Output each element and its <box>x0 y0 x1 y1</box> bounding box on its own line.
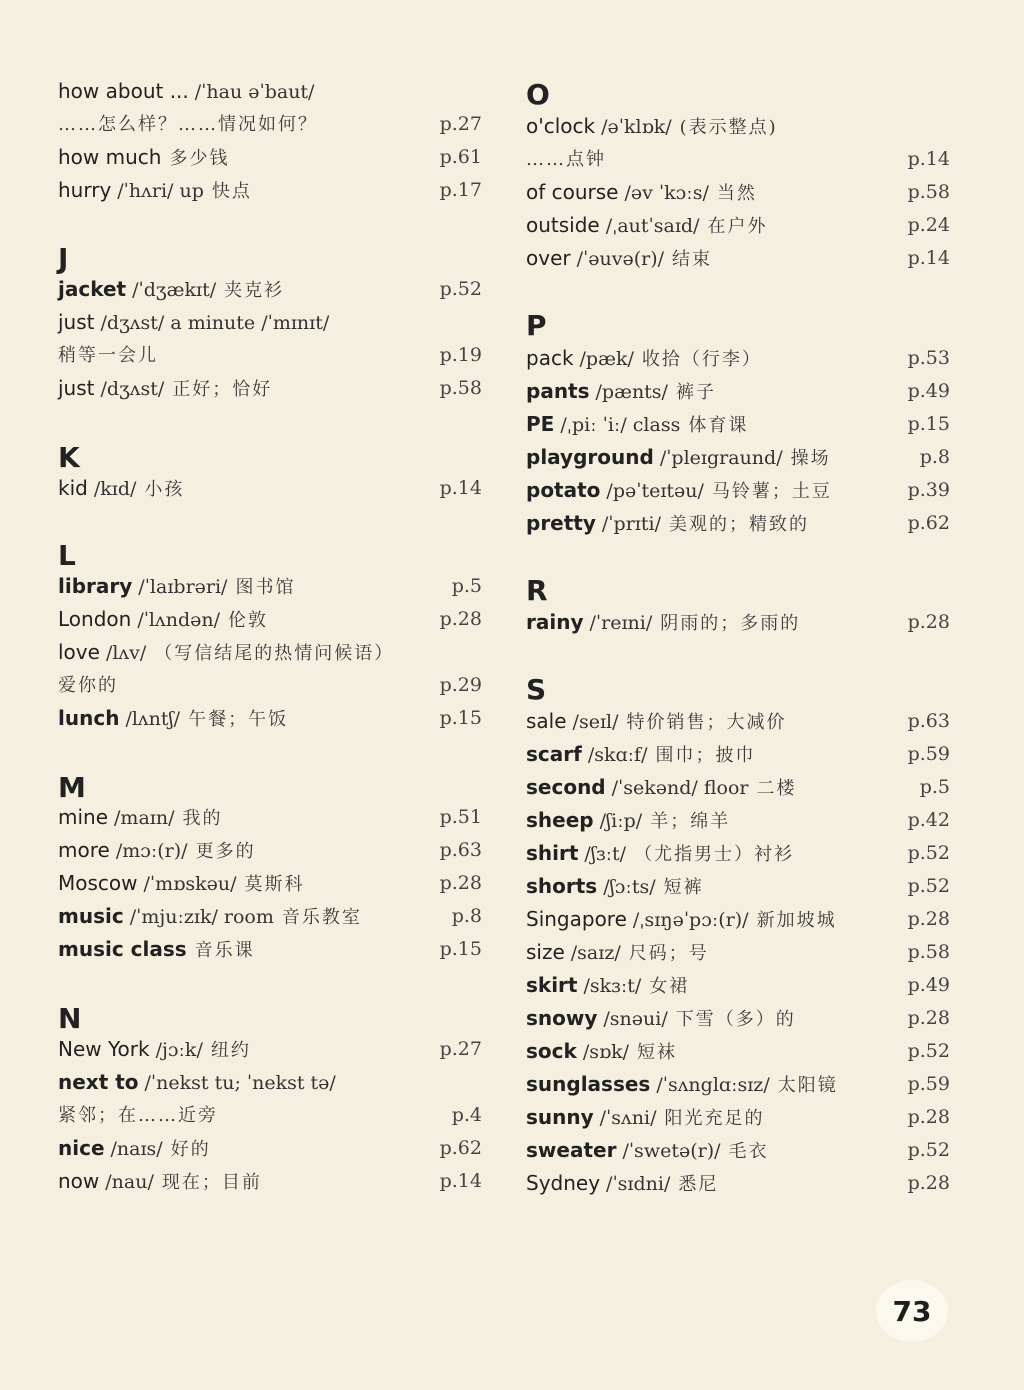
entry-word: pretty <box>526 511 596 535</box>
entry-phonetic: /snəui/ <box>603 1008 668 1030</box>
entry-phonetic: /ˌautˈsaɪd/ <box>605 215 700 237</box>
entry-chinese: 图书馆 <box>235 577 296 598</box>
entry-word: how about ... <box>58 79 189 103</box>
entry-page-ref: p.52 <box>907 1040 950 1062</box>
entry-phonetic: /pəˈteɪtəu/ <box>606 480 704 502</box>
entry-chinese: 多少钱 <box>169 148 230 169</box>
entry-word: shirt <box>526 841 579 865</box>
entry-word: how much <box>58 145 162 169</box>
entry-line <box>58 1033 482 1066</box>
entry-line <box>526 474 950 507</box>
entry-phonetic: /seɪl/ <box>572 711 619 733</box>
entry-word: sweater <box>526 1138 617 1162</box>
entry-phonetic: /pæk/ <box>579 348 634 370</box>
entry-line <box>526 1167 950 1200</box>
entry-line <box>58 75 482 108</box>
entry-line <box>58 472 482 505</box>
entry-page-ref: p.58 <box>439 377 482 399</box>
entry-phonetic: /ˈlaɪbrəri/ <box>138 576 228 598</box>
entry-chinese: 小孩 <box>144 479 185 500</box>
entry-page-ref: p.28 <box>439 608 482 630</box>
entry-word: PE <box>526 412 555 436</box>
entry-word: rainy <box>526 610 584 634</box>
entry-phonetic: /skɜːt/ <box>583 975 642 997</box>
entry-line <box>58 933 482 966</box>
entry-word: lunch <box>58 706 120 730</box>
entry-chinese: 午餐；午饭 <box>188 709 289 730</box>
entry-page-ref: p.15 <box>439 938 482 960</box>
entry-line <box>526 705 950 738</box>
entry-chinese: 毛衣 <box>728 1141 769 1162</box>
entry-page-ref: p.4 <box>451 1104 482 1126</box>
section-letter-n: N <box>58 1002 82 1035</box>
entry-line <box>58 1066 482 1099</box>
entry-chinese: 阴雨的；多雨的 <box>660 613 801 634</box>
entry-phonetic: /nau/ <box>105 1171 154 1193</box>
entry-word: sunny <box>526 1105 594 1129</box>
entry-line <box>526 1101 950 1134</box>
entry-line <box>526 507 950 540</box>
entry-page-ref: p.58 <box>907 181 950 203</box>
page-number: 73 <box>892 1294 932 1328</box>
entry-chinese: ……怎么样？……情况如何？ <box>58 114 318 135</box>
entry-chinese: 体育课 <box>688 415 749 436</box>
entry-chinese: 悉尼 <box>678 1174 719 1195</box>
entry-line <box>526 837 950 870</box>
entry-phonetic: /əˈklɒk/ <box>601 116 672 138</box>
entry-chinese: 紧邻；在……近旁 <box>58 1105 218 1126</box>
entry-line <box>58 306 482 339</box>
entry-word: Sydney <box>526 1171 601 1195</box>
entry-word: mine <box>58 805 109 829</box>
entry-word: love <box>58 640 100 664</box>
entry-word: hurry <box>58 178 112 202</box>
entry-word: Moscow <box>58 871 138 895</box>
entry-chinese: 好的 <box>170 1139 211 1160</box>
entry-page-ref: p.14 <box>439 1170 482 1192</box>
entry-chinese: （写信结尾的热情问候语） <box>154 643 395 664</box>
entry-phonetic: /pænts/ <box>595 381 668 403</box>
entry-line <box>58 603 482 636</box>
entry-line <box>526 176 950 209</box>
entry-page-ref: p.28 <box>907 1007 950 1029</box>
entry-line <box>58 1099 482 1132</box>
entry-phonetic: /ˈreɪni/ <box>589 612 653 634</box>
entry-phonetic: /lʌv/ <box>105 642 147 664</box>
entry-chinese: 收拾（行李） <box>641 349 762 370</box>
entry-page-ref: p.52 <box>907 1139 950 1161</box>
entry-chinese: 裤子 <box>675 382 716 403</box>
entry-line <box>58 570 482 603</box>
entry-line <box>526 870 950 903</box>
section-letter-l: L <box>58 539 76 572</box>
entry-word: of course <box>526 180 619 204</box>
entry-chinese: 二楼 <box>756 778 797 799</box>
entry-line <box>58 702 482 735</box>
entry-chinese: 尺码；号 <box>628 943 709 964</box>
page-number-badge <box>876 1280 948 1342</box>
entry-page-ref: p.15 <box>439 707 482 729</box>
entry-word: second <box>526 775 606 799</box>
entry-page-ref: p.5 <box>919 776 950 798</box>
entry-line <box>526 242 950 275</box>
entry-page-ref: p.14 <box>439 477 482 499</box>
entry-line <box>58 141 482 174</box>
entry-word: library <box>58 574 133 598</box>
entry-phonetic: /ˈsʌnglɑːsɪz/ <box>656 1074 770 1096</box>
entry-line <box>58 174 482 207</box>
entry-word: scarf <box>526 742 582 766</box>
entry-phonetic: /ˈdʒækɪt/ <box>132 279 217 301</box>
entry-page-ref: p.5 <box>451 575 482 597</box>
section-letter-r: R <box>526 574 548 607</box>
entry-page-ref: p.62 <box>439 1137 482 1159</box>
entry-word: sale <box>526 709 567 733</box>
entry-phonetic: /ˈsɪdni/ <box>606 1173 671 1195</box>
entry-page-ref: p.63 <box>439 839 482 861</box>
entry-page-ref: p.42 <box>907 809 950 831</box>
entry-word: kid <box>58 476 88 500</box>
entry-page-ref: p.49 <box>907 974 950 996</box>
entry-chinese: 操场 <box>790 448 831 469</box>
entry-line <box>58 1132 482 1165</box>
entry-page-ref: p.52 <box>907 875 950 897</box>
entry-page-ref: p.27 <box>439 113 482 135</box>
entry-phonetic: /mɔː(r)/ <box>115 840 188 862</box>
entry-word: skirt <box>526 973 578 997</box>
entry-line <box>58 867 482 900</box>
entry-phonetic: /saɪz/ <box>570 942 621 964</box>
entry-phonetic: /ʃɔːts/ <box>603 876 656 898</box>
entry-word: now <box>58 1169 100 1193</box>
entry-phonetic: /ˌpiː ˈiː/ class <box>560 414 681 436</box>
entry-word: nice <box>58 1136 105 1160</box>
entry-phonetic: /ʃɜːt/ <box>584 843 627 865</box>
entry-page-ref: p.59 <box>907 743 950 765</box>
entry-chinese: 纽约 <box>210 1040 251 1061</box>
entry-phonetic: /kɪd/ <box>93 478 137 500</box>
entry-page-ref: p.28 <box>907 1172 950 1194</box>
entry-page-ref: p.63 <box>907 710 950 732</box>
entry-phonetic: /ˈswetə(r)/ <box>622 1140 721 1162</box>
entry-line <box>526 771 950 804</box>
entry-line <box>58 900 482 933</box>
entry-line <box>58 801 482 834</box>
entry-chinese: 太阳镜 <box>777 1075 838 1096</box>
entry-word: music <box>58 904 124 928</box>
entry-word: music class <box>58 937 187 961</box>
entry-phonetic: /maɪn/ <box>114 807 175 829</box>
entry-line <box>58 372 482 405</box>
entry-line <box>526 903 950 936</box>
entry-chinese: 新加坡城 <box>756 910 837 931</box>
entry-phonetic: /əv ˈkɔːs/ <box>624 182 709 204</box>
entry-page-ref: p.17 <box>439 179 482 201</box>
entry-phonetic: /ˈnekst tu; ˈnekst tə/ <box>144 1072 336 1094</box>
entry-chinese: 短裤 <box>663 877 704 898</box>
entry-word: pack <box>526 346 574 370</box>
entry-chinese: 在户外 <box>707 216 768 237</box>
entry-word: shorts <box>526 874 598 898</box>
entry-line <box>526 606 950 639</box>
entry-page-ref: p.59 <box>907 1073 950 1095</box>
entry-line <box>526 1002 950 1035</box>
entry-line <box>58 339 482 372</box>
entry-chinese: 结束 <box>672 249 713 270</box>
entry-chinese: 更多的 <box>195 841 256 862</box>
section-letter-m: M <box>58 771 86 804</box>
entry-page-ref: p.39 <box>907 479 950 501</box>
entry-word: snowy <box>526 1006 598 1030</box>
entry-page-ref: p.28 <box>439 872 482 894</box>
entry-page-ref: p.61 <box>439 146 482 168</box>
entry-phonetic: /ˌsɪŋəˈpɔː(r)/ <box>632 909 749 931</box>
entry-page-ref: p.19 <box>439 344 482 366</box>
entry-chinese: 快点 <box>211 181 252 202</box>
entry-word: o'clock <box>526 114 596 138</box>
section-letter-k: K <box>58 441 80 474</box>
entry-chinese: 美观的；精致的 <box>668 514 809 535</box>
entry-page-ref: p.15 <box>907 413 950 435</box>
entry-line <box>526 1035 950 1068</box>
entry-page-ref: p.8 <box>919 446 950 468</box>
entry-chinese: 稍等一会儿 <box>58 345 158 366</box>
entry-word: London <box>58 607 132 631</box>
entry-phonetic: /ˈmjuːzɪk/ room <box>129 906 274 928</box>
section-letter-o: O <box>526 78 550 111</box>
entry-line <box>526 342 950 375</box>
entry-phonetic: /ˈprɪti/ <box>601 513 661 535</box>
entry-page-ref: p.52 <box>439 278 482 300</box>
entry-chinese: 现在；目前 <box>161 1172 262 1193</box>
entry-word: sunglasses <box>526 1072 651 1096</box>
entry-phonetic: /ˈəuvə(r)/ <box>576 248 665 270</box>
entry-line <box>526 441 950 474</box>
entry-word: sheep <box>526 808 594 832</box>
section-letter-p: P <box>526 309 547 342</box>
entry-phonetic: /jɔːk/ <box>155 1039 203 1061</box>
entry-chinese: 下雪（多）的 <box>675 1009 796 1030</box>
entry-line <box>526 969 950 1002</box>
entry-line <box>526 1068 950 1101</box>
entry-line <box>526 936 950 969</box>
entry-word: New York <box>58 1037 150 1061</box>
entry-word: pants <box>526 379 590 403</box>
entry-page-ref: p.28 <box>907 611 950 633</box>
entry-phonetic: /dʒʌst/ <box>100 378 165 400</box>
entry-chinese: (表示整点) <box>679 117 778 138</box>
entry-phonetic: /naɪs/ <box>110 1138 163 1160</box>
entry-page-ref: p.24 <box>907 214 950 236</box>
section-letter-j: J <box>58 242 69 275</box>
entry-word: size <box>526 940 565 964</box>
entry-phonetic: /dʒʌst/ a minute /ˈmɪnɪt/ <box>100 312 330 334</box>
entry-phonetic: /ˈsʌni/ <box>599 1107 657 1129</box>
entry-line <box>58 108 482 141</box>
entry-phonetic: /ˈhʌri/ up <box>117 180 204 202</box>
entry-chinese: 阳光充足的 <box>664 1108 765 1129</box>
entry-line <box>526 143 950 176</box>
entry-chinese: ……点钟 <box>526 149 606 170</box>
entry-phonetic: /lʌntʃ/ <box>125 708 181 730</box>
entry-page-ref: p.58 <box>907 941 950 963</box>
entry-phonetic: /sɒk/ <box>582 1041 630 1063</box>
entry-word: Singapore <box>526 907 627 931</box>
entry-chinese: 音乐课 <box>194 940 255 961</box>
entry-page-ref: p.49 <box>907 380 950 402</box>
entry-chinese: 短袜 <box>637 1042 678 1063</box>
entry-phonetic: /ˈsekənd/ floor <box>611 777 749 799</box>
entry-page-ref: p.14 <box>907 247 950 269</box>
entry-chinese: 特价销售；大减价 <box>626 712 787 733</box>
entry-chinese: 爱你的 <box>58 675 118 696</box>
entry-chinese: 夹克衫 <box>224 280 285 301</box>
entry-page-ref: p.28 <box>907 908 950 930</box>
entry-page-ref: p.53 <box>907 347 950 369</box>
entry-word: over <box>526 246 571 270</box>
entry-word: just <box>58 310 95 334</box>
entry-line <box>526 738 950 771</box>
entry-line <box>526 110 950 143</box>
entry-word: outside <box>526 213 600 237</box>
entry-word: just <box>58 376 95 400</box>
section-letter-s: S <box>526 673 547 706</box>
entry-line <box>58 273 482 306</box>
entry-word: potato <box>526 478 601 502</box>
entry-line <box>526 209 950 242</box>
entry-page-ref: p.27 <box>439 1038 482 1060</box>
entry-page-ref: p.28 <box>907 1106 950 1128</box>
entry-page-ref: p.8 <box>451 905 482 927</box>
entry-word: more <box>58 838 110 862</box>
entry-line <box>58 834 482 867</box>
entry-word: sock <box>526 1039 577 1063</box>
entry-line <box>526 375 950 408</box>
entry-chinese: 女裙 <box>649 976 690 997</box>
entry-line <box>58 636 482 669</box>
entry-line <box>526 804 950 837</box>
entry-chinese: （尤指男士）衬衫 <box>634 844 795 865</box>
entry-line <box>58 1165 482 1198</box>
entry-phonetic: /ˈhau əˈbaut/ <box>194 81 315 103</box>
entry-chinese: 马铃薯；土豆 <box>711 481 832 502</box>
entry-line <box>526 408 950 441</box>
entry-chinese: 伦敦 <box>228 610 269 631</box>
entry-word: playground <box>526 445 654 469</box>
entry-chinese: 莫斯科 <box>244 874 305 895</box>
entry-page-ref: p.51 <box>439 806 482 828</box>
entry-chinese: 羊；绵羊 <box>650 811 731 832</box>
entry-phonetic: /ˈlʌndən/ <box>137 609 221 631</box>
entry-word: next to <box>58 1070 139 1094</box>
entry-phonetic: /ˈmɒskəu/ <box>143 873 237 895</box>
entry-line <box>526 1134 950 1167</box>
entry-chinese: 当然 <box>716 183 757 204</box>
entry-page-ref: p.62 <box>907 512 950 534</box>
entry-page-ref: p.52 <box>907 842 950 864</box>
entry-page-ref: p.29 <box>439 674 482 696</box>
entry-phonetic: /ˈpleɪgraund/ <box>659 447 783 469</box>
entry-line <box>58 669 482 702</box>
entry-chinese: 围巾；披巾 <box>655 745 756 766</box>
entry-word: jacket <box>58 277 127 301</box>
entry-phonetic: /ʃiːp/ <box>599 810 643 832</box>
entry-page-ref: p.14 <box>907 148 950 170</box>
entry-chinese: 音乐教室 <box>281 907 362 928</box>
entry-chinese: 我的 <box>182 808 223 829</box>
entry-chinese: 正好；恰好 <box>172 379 273 400</box>
entry-phonetic: /skɑːf/ <box>587 744 648 766</box>
